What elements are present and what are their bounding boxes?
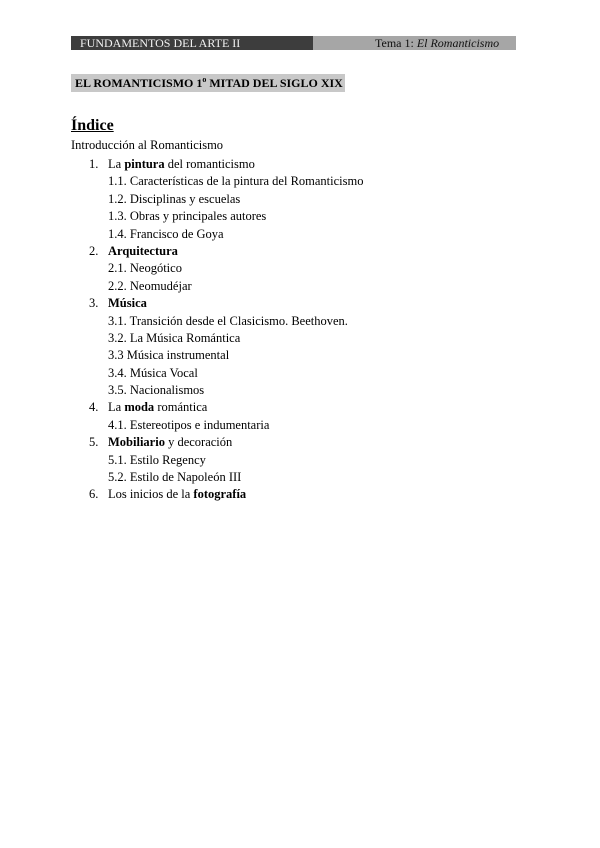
toc-subsection-title: 2.1. Neogótico <box>108 261 182 276</box>
toc-section-title-post: y decoración <box>164 435 233 450</box>
toc-section-title-post: del romanticismo <box>164 157 255 171</box>
header-topic-band <box>313 36 516 50</box>
toc-subsection-row <box>0 191 600 208</box>
toc-section-row <box>0 156 600 173</box>
toc-subsection-title: 1.3. Obras y principales autores <box>108 209 267 224</box>
toc-section-title-bold: moda <box>124 400 155 415</box>
toc-section-row <box>0 486 600 503</box>
toc-section-row <box>0 243 600 260</box>
toc-subsection-title: 3.4. Música Vocal <box>108 365 198 380</box>
toc-subsection-row <box>0 365 600 382</box>
toc-section-title <box>108 156 255 173</box>
toc-subsection-row <box>0 452 600 469</box>
toc-subsection-title: 1.2. Disciplinas y escuelas <box>108 191 241 206</box>
title-pre: EL ROMANTICISMO 1 <box>75 76 203 90</box>
toc-subsection-title: 3.2. La Música Romántica <box>108 330 241 345</box>
toc-section-number: 2. <box>89 243 99 258</box>
topic-name: El Romanticismo <box>416 36 500 50</box>
toc-subsection-title: 1.1. Características de la pintura del Romanticismo <box>108 174 364 189</box>
document-title <box>71 74 345 92</box>
title-superscript: o <box>202 75 207 84</box>
toc-section-row <box>0 434 600 451</box>
toc-subsection-row <box>0 313 600 330</box>
toc-section-title <box>108 434 232 451</box>
toc-subsection-row <box>0 382 600 399</box>
header-course-band <box>71 36 313 50</box>
toc-section-title <box>108 295 147 312</box>
toc-subsection-row <box>0 469 600 486</box>
toc-section-title-bold: Mobiliario <box>108 435 165 450</box>
toc-subsection-title: 4.1. Estereotipos e indumentaria <box>108 417 270 432</box>
toc-subsection-title: 5.1. Estilo Regency <box>108 452 206 467</box>
toc-section-title-pre: La <box>108 400 125 415</box>
table-of-contents <box>0 156 600 504</box>
toc-subsection-title: 2.2. Neomudéjar <box>108 278 192 293</box>
toc-subsection-title: 3.5. Nacionalismos <box>108 383 205 398</box>
toc-section-number: 4. <box>89 400 99 415</box>
toc-section-title-bold: Música <box>108 296 147 311</box>
toc-section-title <box>108 486 246 503</box>
toc-section-title-bold: fotografía <box>193 487 247 502</box>
toc-section-number: 3. <box>89 296 99 311</box>
toc-subsection-title: 1.4. Francisco de Goya <box>108 226 224 241</box>
toc-section-title-bold: Arquitectura <box>108 243 178 258</box>
toc-subsection-row <box>0 417 600 434</box>
toc-subsection-row <box>0 208 600 225</box>
toc-subsection-title: 5.2. Estilo de Napoleón III <box>108 470 242 485</box>
toc-subsection-row <box>0 347 600 364</box>
toc-subsection-row <box>0 226 600 243</box>
toc-section-number: 1. <box>89 157 99 171</box>
toc-section-title <box>108 399 207 416</box>
index-heading: Índice <box>71 117 114 134</box>
toc-section-title-bold: pintura <box>124 157 165 171</box>
toc-section-row <box>0 295 600 312</box>
toc-subsection-title: 3.1. Transición desde el Clasicismo. Beethoven. <box>108 313 348 328</box>
toc-subsection-row <box>0 278 600 295</box>
toc-section-title-post: romántica <box>154 400 208 415</box>
toc-section-title <box>108 243 178 260</box>
toc-subsection-row <box>0 173 600 190</box>
toc-section-number: 6. <box>89 487 99 502</box>
title-post: MITAD DEL SIGLO XIX <box>206 76 343 90</box>
toc-section-row <box>0 399 600 416</box>
toc-section-number: 5. <box>89 435 99 450</box>
topic-prefix: Tema 1: <box>375 36 417 50</box>
toc-section-title-pre: La <box>108 157 125 171</box>
toc-subsection-title: 3.3 Música instrumental <box>108 348 230 363</box>
course-title: FUNDAMENTOS DEL ARTE II <box>80 36 241 50</box>
toc-section-title-pre: Los inicios de la <box>108 487 194 502</box>
toc-subsection-row <box>0 330 600 347</box>
index-intro: Introducción al Romanticismo <box>71 138 224 152</box>
toc-subsection-row <box>0 260 600 277</box>
